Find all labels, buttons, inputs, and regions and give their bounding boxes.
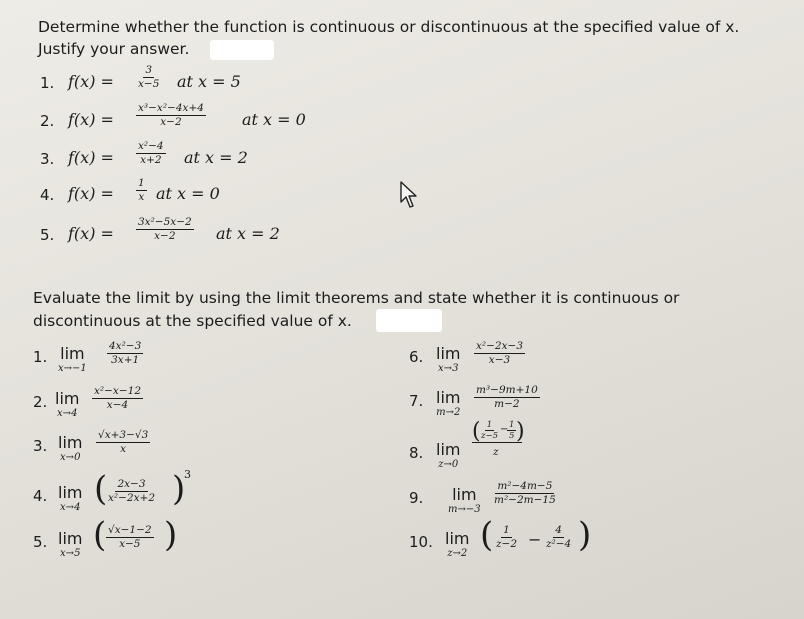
p2-item-8-approach: z→0 <box>438 459 459 470</box>
p2-item-1-denominator: 3x+1 <box>111 354 140 366</box>
p2-item-7-denominator: m−2 <box>494 398 520 410</box>
p2-item-2-number: 2. <box>33 393 48 411</box>
left-paren: ( <box>93 515 107 555</box>
p2-item-10-fraction-b <box>544 524 573 551</box>
p2-item-8-denominator: z <box>493 446 499 458</box>
right-paren: ) <box>164 515 178 555</box>
p1-item-2-numerator: x³−x²−4x+4 <box>138 102 204 114</box>
p2-item-5-number: 5. <box>33 533 48 551</box>
p2-item-4-denominator: x²−2x+2 <box>108 492 156 504</box>
lim-word: lim <box>55 389 80 408</box>
p2-item-8-inner-b-numerator: 1 <box>509 420 515 430</box>
p2-item-2-fraction <box>92 385 143 412</box>
p1-item-3-denominator: x+2 <box>140 154 162 166</box>
p1-item-5-lhs: f(x) = <box>68 224 114 243</box>
p1-item-2-denominator: x−2 <box>160 116 182 128</box>
p2-item-4-number: 4. <box>33 487 48 505</box>
p2-item-9-fraction <box>492 480 558 507</box>
lim-word: lim <box>445 529 470 548</box>
p2-item-6-limit <box>436 345 460 374</box>
p2-item-10-limit <box>445 530 469 559</box>
p2-item-6-denominator: x−3 <box>488 354 511 366</box>
p2-item-4-limit <box>58 484 82 513</box>
p2-item-5-approach: x→5 <box>60 548 81 559</box>
p2-item-10-b-numerator: 4 <box>555 524 562 536</box>
p2-item-3-fraction <box>96 429 150 456</box>
p1-item-4-number: 4. <box>40 186 55 204</box>
p2-item-9-numerator: m²−4m−5 <box>497 480 553 492</box>
p2-item-6-approach: x→3 <box>438 363 459 374</box>
p2-item-5-fraction <box>106 524 154 551</box>
p2-item-8-inner-b-denominator: 5 <box>509 431 515 441</box>
left-paren: ( <box>94 469 108 509</box>
p2-item-5-limit <box>58 530 82 559</box>
p2-item-1-number: 1. <box>33 348 48 366</box>
p2-item-7-numerator: m³−9m+10 <box>476 384 538 396</box>
p2-item-9-denominator: m²−2m−15 <box>494 494 556 506</box>
lim-word: lim <box>58 529 83 548</box>
p2-item-7-fraction <box>474 384 540 411</box>
p2-item-10-fraction-a <box>494 524 519 551</box>
p2-item-3-approach: x→0 <box>60 452 81 463</box>
p2-item-4-fraction <box>106 478 157 505</box>
p2-item-4-exponent: 3 <box>184 468 191 481</box>
p2-item-2-limit <box>55 390 79 419</box>
p1-item-2-condition: at x = 0 <box>242 110 306 129</box>
p1-item-5-number: 5. <box>40 226 55 244</box>
p1-item-1-denominator: x−5 <box>138 78 160 90</box>
redaction-box <box>210 40 274 60</box>
p2-item-1-numerator: 4x²−3 <box>109 340 142 352</box>
lim-word: lim <box>452 485 477 504</box>
p2-item-6-fraction <box>474 340 525 367</box>
p1-item-5-numerator: 3x²−5x−2 <box>138 216 192 228</box>
redaction-box <box>376 309 442 332</box>
p2-item-10-number: 10. <box>409 533 433 551</box>
p2-item-3-denominator: x <box>120 443 127 455</box>
p2-item-1-fraction <box>107 340 143 367</box>
p2-item-8-inner-a-denominator: z−5 <box>481 431 499 441</box>
p2-item-10-approach: z→2 <box>447 548 468 559</box>
mouse-pointer-icon <box>399 180 421 210</box>
p1-item-1-number: 1. <box>40 74 55 92</box>
p1-item-1-condition: at x = 5 <box>177 72 241 91</box>
p2-item-5-numerator: √x−1−2 <box>108 524 152 536</box>
p2-item-3-number: 3. <box>33 437 48 455</box>
p1-item-3-number: 3. <box>40 150 55 168</box>
p2-item-8-inner-a-numerator: 1 <box>486 420 493 430</box>
p2-item-9-approach: m→−3 <box>448 504 481 515</box>
lim-word: lim <box>58 433 83 452</box>
p2-item-3-numerator: √x+3−√3 <box>98 429 149 441</box>
p2-item-4-numerator: 2x−3 <box>117 478 146 490</box>
p2-item-8-inner-fraction-a <box>479 420 500 441</box>
p2-item-10-a-denominator: z−2 <box>496 538 518 550</box>
p2-item-2-denominator: x−4 <box>106 399 129 411</box>
p2-item-2-approach: x→4 <box>57 408 78 419</box>
p1-item-4-condition: at x = 0 <box>156 184 220 203</box>
right-paren: ) <box>516 419 525 444</box>
right-paren: ) <box>578 515 592 555</box>
p2-item-6-number: 6. <box>409 348 424 366</box>
p1-item-3-lhs: f(x) = <box>68 148 114 167</box>
p2-item-9-limit <box>448 486 481 515</box>
p2-item-3-limit <box>58 434 82 463</box>
p1-item-2-fraction <box>136 102 206 129</box>
p1-item-1-numerator: 3 <box>145 64 153 76</box>
p2-item-10-b-denominator: z²−4 <box>546 538 572 550</box>
p1-item-3-numerator: x²−4 <box>138 140 164 152</box>
p1-item-1-lhs: f(x) = <box>68 72 114 91</box>
p1-item-4-denominator: x <box>138 191 145 203</box>
p2-item-7-approach: m→2 <box>436 407 461 418</box>
p2-item-1-approach: x→−1 <box>58 363 87 374</box>
p2-item-7-limit <box>436 389 460 418</box>
p1-item-2-lhs: f(x) = <box>68 110 114 129</box>
part2-heading-line1: Evaluate the limit by using the limit theorems and state whether it is continuous or <box>33 289 680 307</box>
p2-item-8-main-fraction-numerator <box>472 419 525 444</box>
p1-item-5-fraction <box>136 216 194 243</box>
part2-heading-line2: discontinuous at the specified value of x. <box>33 312 352 330</box>
part1-heading-line1: Determine whether the function is continuous or discontinuous at the specified value of x. <box>38 18 740 36</box>
p1-item-1-fraction <box>136 64 161 91</box>
lim-word: lim <box>436 388 461 407</box>
minus-sign: − <box>500 424 509 435</box>
p2-item-4-approach: x→4 <box>60 502 81 513</box>
p1-item-4-lhs: f(x) = <box>68 184 114 203</box>
p2-item-8-limit <box>436 441 460 470</box>
left-paren: ( <box>472 419 481 444</box>
p1-item-5-denominator: x−2 <box>154 230 176 242</box>
lim-word: lim <box>60 344 85 363</box>
part1-heading-line2: Justify your answer. <box>38 40 190 58</box>
right-paren: ) <box>172 469 186 509</box>
p1-item-4-fraction <box>136 177 147 204</box>
p2-item-8-inner-fraction-b <box>507 420 516 441</box>
minus-sign: − <box>528 530 542 549</box>
p1-item-5-condition: at x = 2 <box>216 224 280 243</box>
p2-item-8-number: 8. <box>409 444 424 462</box>
p2-item-1-limit <box>58 345 87 374</box>
lim-word: lim <box>436 440 461 459</box>
p1-item-2-number: 2. <box>40 112 55 130</box>
p2-item-2-numerator: x²−x−12 <box>94 385 142 397</box>
p1-item-3-fraction <box>136 140 166 167</box>
p2-item-7-number: 7. <box>409 392 424 410</box>
p2-item-10-a-numerator: 1 <box>503 524 510 536</box>
lim-word: lim <box>58 483 83 502</box>
p2-item-5-denominator: x−5 <box>119 538 141 550</box>
left-paren: ( <box>480 515 494 555</box>
p2-item-6-numerator: x²−2x−3 <box>476 340 524 352</box>
p1-item-4-numerator: 1 <box>138 177 145 189</box>
p1-item-3-condition: at x = 2 <box>184 148 248 167</box>
lim-word: lim <box>436 344 461 363</box>
p2-item-9-number: 9. <box>409 489 424 507</box>
